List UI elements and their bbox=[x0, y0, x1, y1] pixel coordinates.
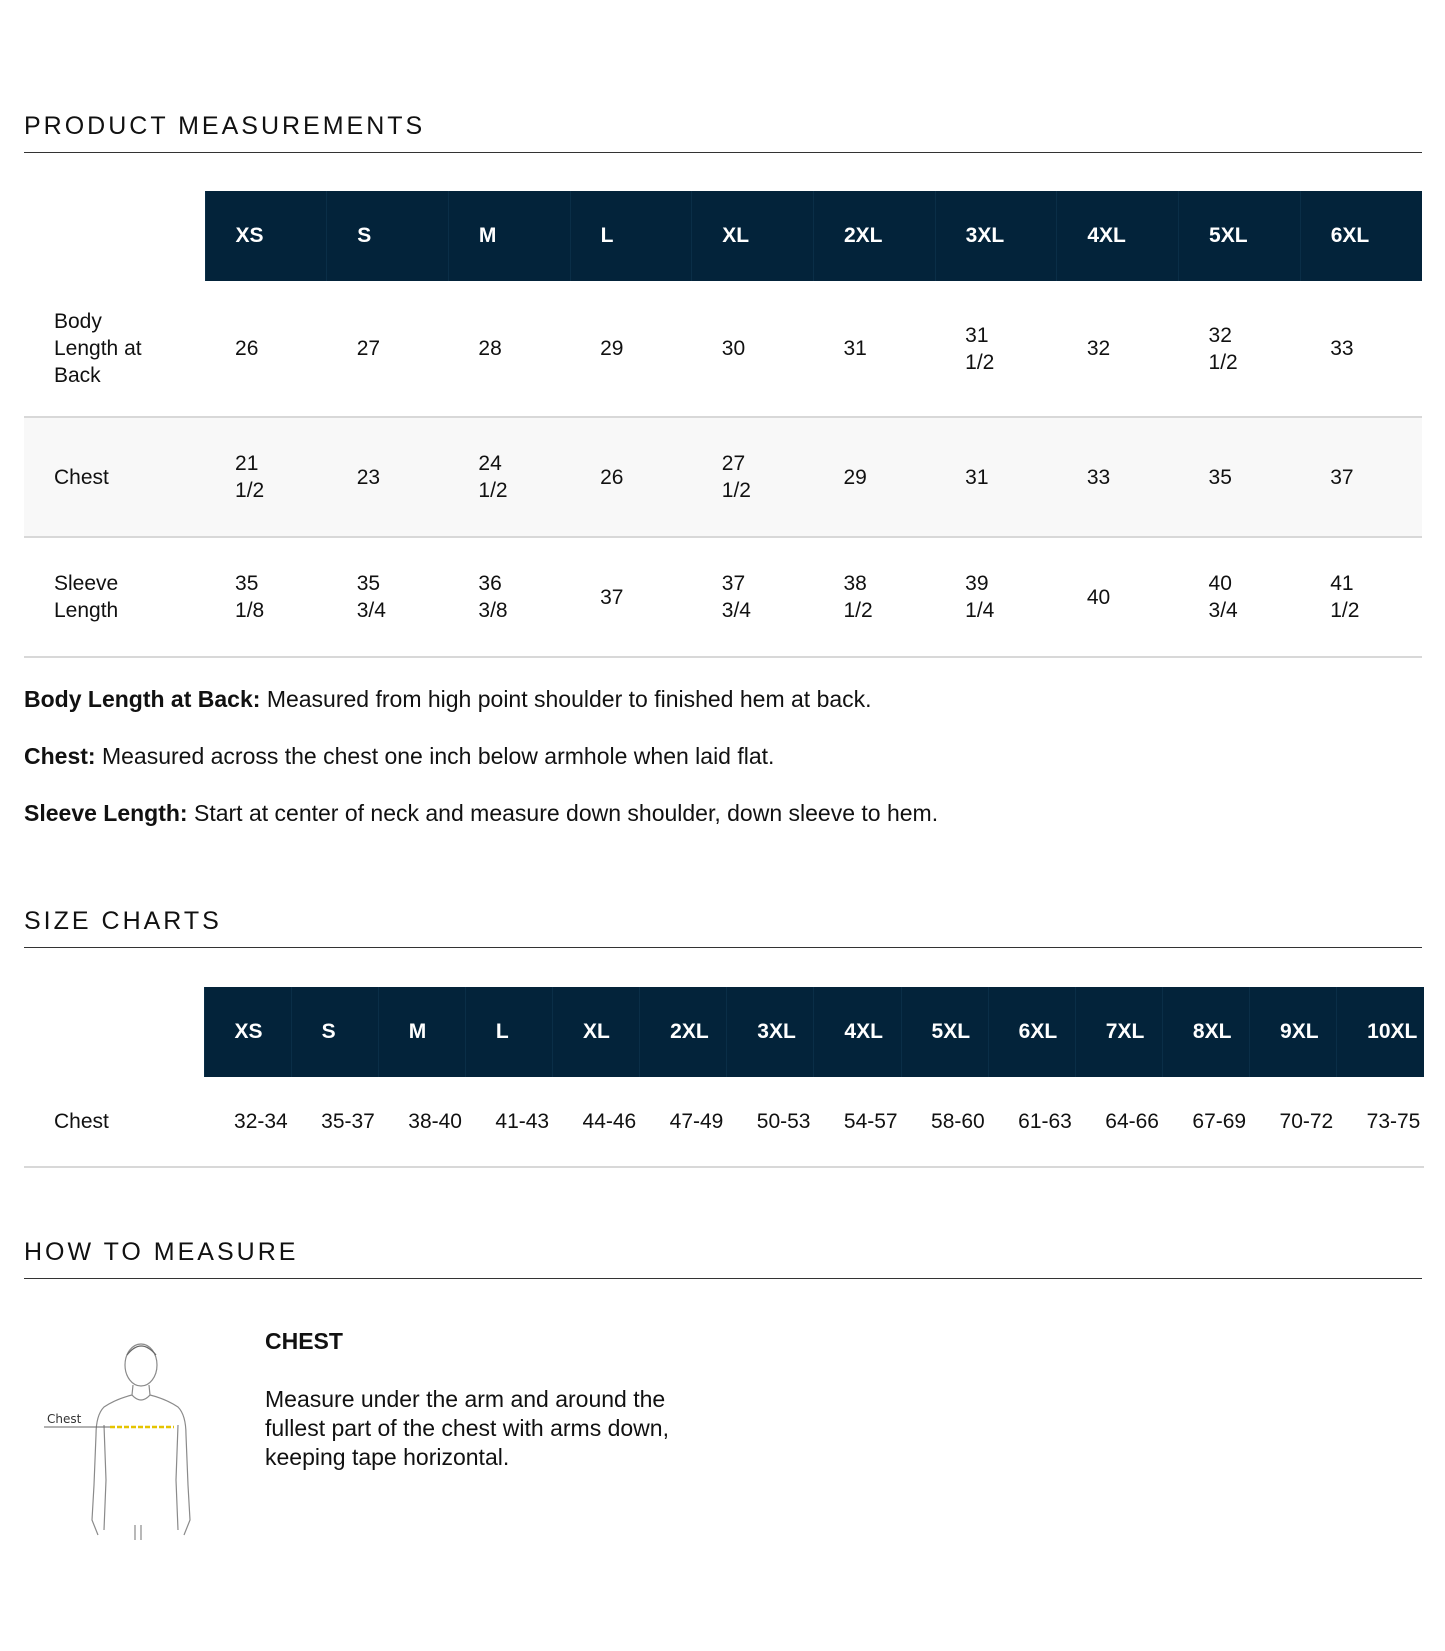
product-measurements-title: PRODUCT MEASUREMENTS bbox=[24, 112, 426, 140]
measurement-cell: 29 bbox=[600, 337, 624, 360]
measurement-cell: 30 bbox=[721, 337, 746, 360]
body-outline-icon bbox=[44, 1335, 204, 1540]
definition-sleeve-length: Sleeve Length: Start at center of neck and measure down shoulder, down sleeve to hem. bbox=[24, 800, 939, 826]
measurement-cell: 64-66 bbox=[1105, 1109, 1159, 1133]
measurement-cell: 36 3/8 bbox=[478, 572, 508, 622]
size-header-cell: M bbox=[448, 191, 570, 281]
measurement-cell: 35-37 bbox=[321, 1109, 375, 1133]
size-header-cell: 9XL bbox=[1250, 987, 1337, 1077]
measurement-cell: 35 3/4 bbox=[356, 572, 386, 622]
measurement-cell: 37 3/4 bbox=[721, 572, 751, 622]
measurement-cell: 35 1/8 bbox=[235, 572, 265, 622]
measurement-cell: 26 bbox=[600, 465, 624, 489]
size-header-cell: 4XL bbox=[814, 987, 901, 1077]
size-header-cell: XS bbox=[204, 987, 291, 1077]
measurement-cell: 50-53 bbox=[756, 1109, 811, 1133]
measurement-cell: 26 bbox=[235, 337, 259, 360]
measurement-cell: 32 1/2 bbox=[1208, 323, 1238, 374]
measurement-cell: 27 bbox=[356, 337, 381, 360]
measure-instructions: Measure under the arm and around the fullest part of the chest with arms down, keeping tape horizontal. bbox=[265, 1386, 669, 1470]
measure-heading: CHEST bbox=[265, 1328, 343, 1354]
measurement-cell: 27 1/2 bbox=[721, 452, 751, 502]
measurement-cell: 37 bbox=[600, 585, 624, 609]
measurement-cell: 23 bbox=[356, 465, 381, 489]
section-divider bbox=[24, 152, 1422, 153]
measurement-cell: 58-60 bbox=[931, 1109, 985, 1133]
size-header-cell: S bbox=[327, 191, 449, 281]
section-divider bbox=[24, 947, 1422, 948]
size-header-cell: XL bbox=[692, 191, 814, 281]
measurement-cell: 29 bbox=[843, 465, 867, 489]
size-header-cell: 2XL bbox=[640, 987, 727, 1077]
size-header-cell: 7XL bbox=[1075, 987, 1162, 1077]
size-header-cell: 3XL bbox=[727, 987, 814, 1077]
measurement-cell: 47-49 bbox=[669, 1109, 724, 1133]
measurement-cell: 39 1/4 bbox=[965, 572, 995, 622]
row-label: Body Length at Back bbox=[54, 310, 142, 387]
measurement-cell: 32-34 bbox=[234, 1109, 288, 1133]
measurement-cell: 38-40 bbox=[408, 1109, 462, 1133]
measurement-row bbox=[24, 1077, 1424, 1167]
size-header-row bbox=[24, 987, 1424, 1077]
measurement-cell: 28 bbox=[478, 337, 502, 360]
row-label: Sleeve Length bbox=[54, 572, 119, 622]
size-chart-table bbox=[24, 987, 1424, 1168]
size-charts-title: SIZE CHARTS bbox=[24, 907, 222, 935]
size-header-row bbox=[24, 191, 1422, 281]
size-header-cell: L bbox=[465, 987, 552, 1077]
section-divider bbox=[24, 1278, 1422, 1279]
size-header-cell: M bbox=[378, 987, 465, 1077]
size-header-cell: 3XL bbox=[935, 191, 1057, 281]
measurement-row bbox=[24, 417, 1422, 537]
how-to-measure-title: HOW TO MEASURE bbox=[24, 1238, 299, 1266]
measurement-cell: 44-46 bbox=[582, 1109, 637, 1133]
measurement-cell: 41-43 bbox=[495, 1109, 550, 1133]
figure-chest-label: Chest bbox=[47, 1412, 82, 1426]
size-header-cell: L bbox=[570, 191, 692, 281]
measurement-cell: 33 bbox=[1086, 465, 1111, 489]
measurement-cell: 35 bbox=[1208, 465, 1232, 489]
size-header-cell: S bbox=[291, 987, 378, 1077]
measurement-cell: 31 bbox=[843, 337, 867, 360]
size-header-cell: 5XL bbox=[901, 987, 988, 1077]
size-header-cell: 5XL bbox=[1179, 191, 1301, 281]
measurement-cell: 31 bbox=[965, 465, 989, 489]
size-header-cell: XS bbox=[205, 191, 327, 281]
header-blank-cell bbox=[24, 987, 204, 1077]
size-header-cell: 10XL bbox=[1337, 987, 1424, 1077]
size-header-cell: XL bbox=[553, 987, 640, 1077]
row-label: Chest bbox=[54, 465, 109, 489]
measurement-cell: 31 1/2 bbox=[965, 323, 995, 374]
measurement-row bbox=[24, 281, 1422, 417]
measurement-row bbox=[24, 537, 1422, 657]
size-header-cell: 8XL bbox=[1162, 987, 1249, 1077]
measurement-cell: 33 bbox=[1330, 337, 1354, 360]
size-header-cell: 6XL bbox=[988, 987, 1075, 1077]
measurement-cell: 37 bbox=[1330, 465, 1354, 489]
measurement-cell: 40 3/4 bbox=[1208, 572, 1238, 622]
size-header-cell: 4XL bbox=[1057, 191, 1179, 281]
size-header-cell: 2XL bbox=[813, 191, 935, 281]
header-blank-cell bbox=[24, 191, 205, 281]
definition-chest: Chest: Measured across the chest one inch below armhole when laid flat. bbox=[24, 743, 775, 769]
measurement-cell: 21 1/2 bbox=[235, 452, 265, 502]
measurement-cell: 38 1/2 bbox=[843, 572, 873, 622]
measurement-cell: 67-69 bbox=[1192, 1109, 1247, 1133]
measurement-cell: 32 bbox=[1086, 337, 1111, 360]
row-label: Chest bbox=[54, 1109, 109, 1133]
size-header-cell: 6XL bbox=[1300, 191, 1422, 281]
measurement-cell: 40 bbox=[1086, 585, 1111, 609]
measurement-cell: 24 1/2 bbox=[478, 452, 508, 502]
measurement-cell: 54-57 bbox=[843, 1109, 898, 1133]
definition-body-length: Body Length at Back: Measured from high point shoulder to finished hem at back. bbox=[24, 686, 872, 712]
measurement-cell: 61-63 bbox=[1018, 1109, 1072, 1133]
product-measurements-table bbox=[24, 191, 1422, 658]
measurement-cell: 73-75 bbox=[1366, 1109, 1421, 1133]
measurement-cell: 41 1/2 bbox=[1330, 572, 1360, 622]
measurement-cell: 70-72 bbox=[1279, 1109, 1334, 1133]
